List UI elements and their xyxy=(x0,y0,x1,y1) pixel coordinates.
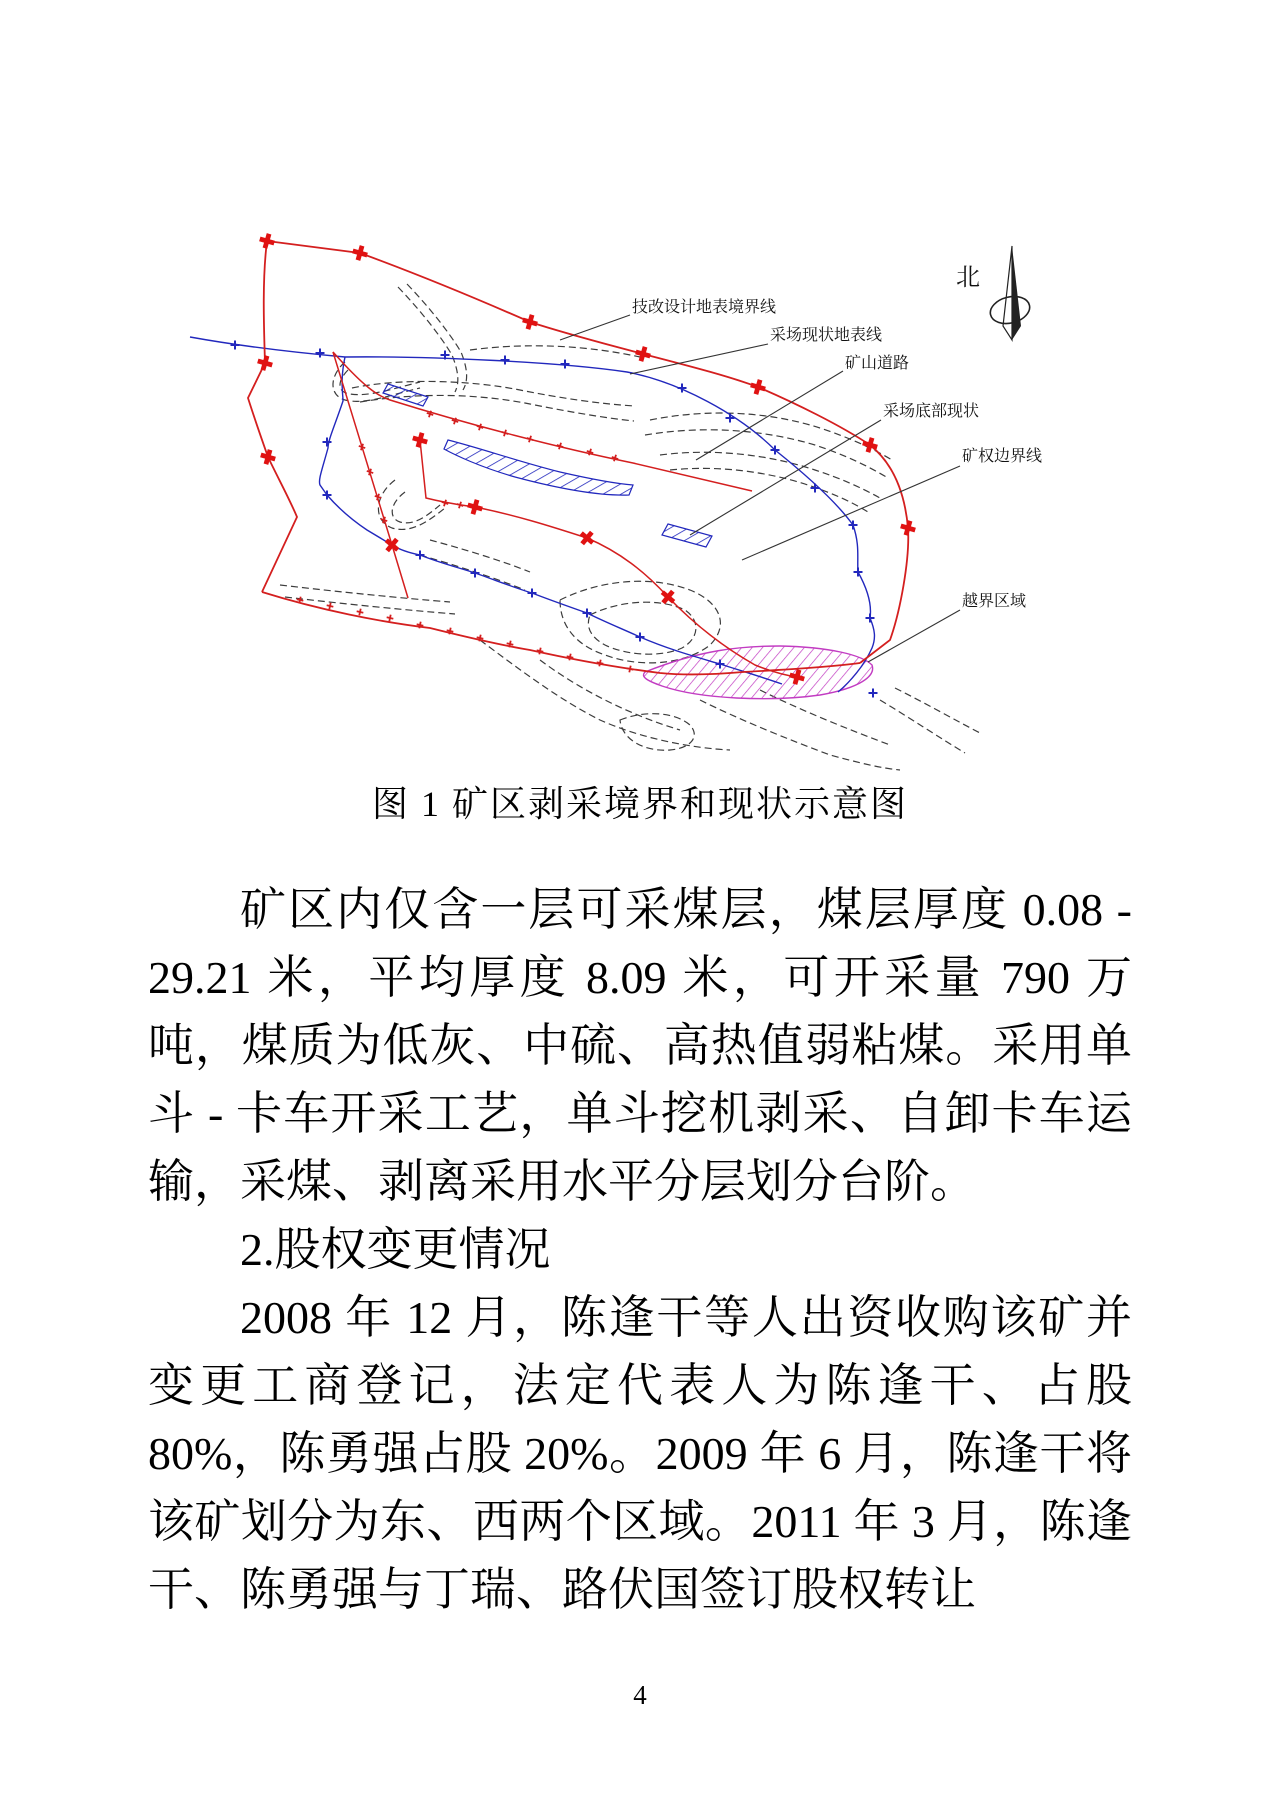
current-surface-line xyxy=(190,337,874,692)
overbreak-area-hatch xyxy=(644,646,873,699)
north-label: 北 xyxy=(956,265,980,291)
body-text xyxy=(148,876,1132,1624)
pit-bottom-hatch xyxy=(383,384,712,547)
label-design-boundary: 技改设计地表境界线 xyxy=(632,299,777,316)
label-pit-bottom: 采场底部现状 xyxy=(883,403,980,420)
mining-right-boundary-line xyxy=(333,352,797,677)
paragraph-equity-history: 2008 年 12 月，陈逢干等人出资收购该矿并变更工商登记，法定代表人为陈逢干、占股 80%，陈勇强占股 20%。2009 年 6 月，陈逢干将该矿划分为东、西两个区域。2011 年 3 月，陈逢干、陈勇强与丁瑞、路伏国签订股权转让 xyxy=(148,1292,1132,1615)
figure-caption: 图 1 矿区剥采境界和现状示意图 xyxy=(371,784,908,824)
north-arrow-icon xyxy=(956,246,1033,340)
label-current-surface: 采场现状地表线 xyxy=(770,327,883,344)
page-number: 4 xyxy=(633,1680,647,1710)
label-mine-road: 矿山道路 xyxy=(845,355,910,372)
figure-map xyxy=(0,0,1280,800)
label-out-of-boundary: 越界区域 xyxy=(962,593,1027,610)
paragraph-mining-overview: 矿区内仅含一层可采煤层，煤层厚度 0.08 - 29.21 米，平均厚度 8.09 米，可开采量 790 万吨，煤质为低灰、中硫、高热值弱粘煤。采用单斗 - 卡车开采工艺，单斗挖机剥采、自卸卡车运输，采煤、剥离采用水平分层划分台阶。 xyxy=(148,884,1132,1207)
current-surface-markers xyxy=(231,341,878,698)
label-mining-right-boundary: 矿权边界线 xyxy=(962,448,1043,465)
boundary-cross-markers xyxy=(256,232,918,687)
section-heading-equity-change: 2.股权变更情况 xyxy=(240,1224,551,1275)
